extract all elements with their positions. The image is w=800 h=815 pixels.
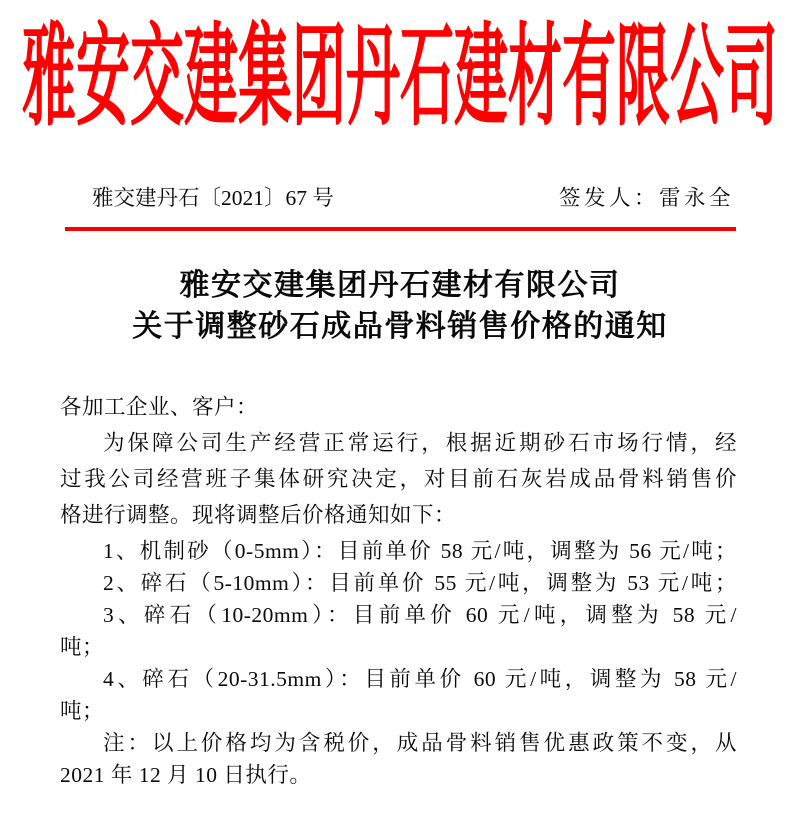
body-line: 吨； <box>60 699 105 723</box>
body-line: 过我公司经营班子集体研究决定，对目前石灰岩成品骨料销售价 <box>60 467 737 491</box>
body-line: 2021 年 12 月 10 日执行。 <box>60 763 312 787</box>
issuer-label: 签发人： <box>558 186 659 210</box>
document-title-line2: 关于调整砂石成品骨料销售价格的通知 <box>132 310 668 343</box>
body-line: 4、碎石（20-31.5mm）：目前单价 60 元/吨，调整为 58 元/ <box>103 667 737 691</box>
body-line: 格进行调整。现将调整后价格通知如下： <box>60 503 457 527</box>
body-intro <box>60 389 737 533</box>
body-items <box>60 535 737 791</box>
body-line: 1、机制砂（0-5mm）：目前单价 58 元/吨，调整为 56 元/吨； <box>103 539 737 563</box>
red-divider-line <box>65 227 736 231</box>
body-line: 为保障公司生产经营正常运行，根据近期砂石市场行情，经 <box>103 431 737 455</box>
doc-meta-row <box>92 185 734 211</box>
body-line: 注：以上价格均为含税价，成品骨料销售优惠政策不变，从 <box>103 731 737 755</box>
issuer <box>559 185 734 211</box>
body-line: 吨； <box>60 635 105 659</box>
document-body <box>60 389 737 791</box>
document-number: 雅交建丹石〔2021〕67 号 <box>92 186 334 210</box>
body-line: 3、碎石（10-20mm）：目前单价 60 元/吨，调整为 58 元/ <box>103 603 737 627</box>
letterhead <box>0 14 800 140</box>
issuer-name: 雷永全 <box>658 186 734 210</box>
body-line: 各加工企业、客户： <box>60 395 259 419</box>
document-title-line1: 雅安交建集团丹石建材有限公司 <box>179 269 621 302</box>
letterhead-company-name: 雅安交建集团丹石建材有限公司 <box>22 16 778 140</box>
document-title <box>0 265 800 347</box>
body-line: 2、碎石（5-10mm）：目前单价 55 元/吨，调整为 53 元/吨； <box>103 571 737 595</box>
